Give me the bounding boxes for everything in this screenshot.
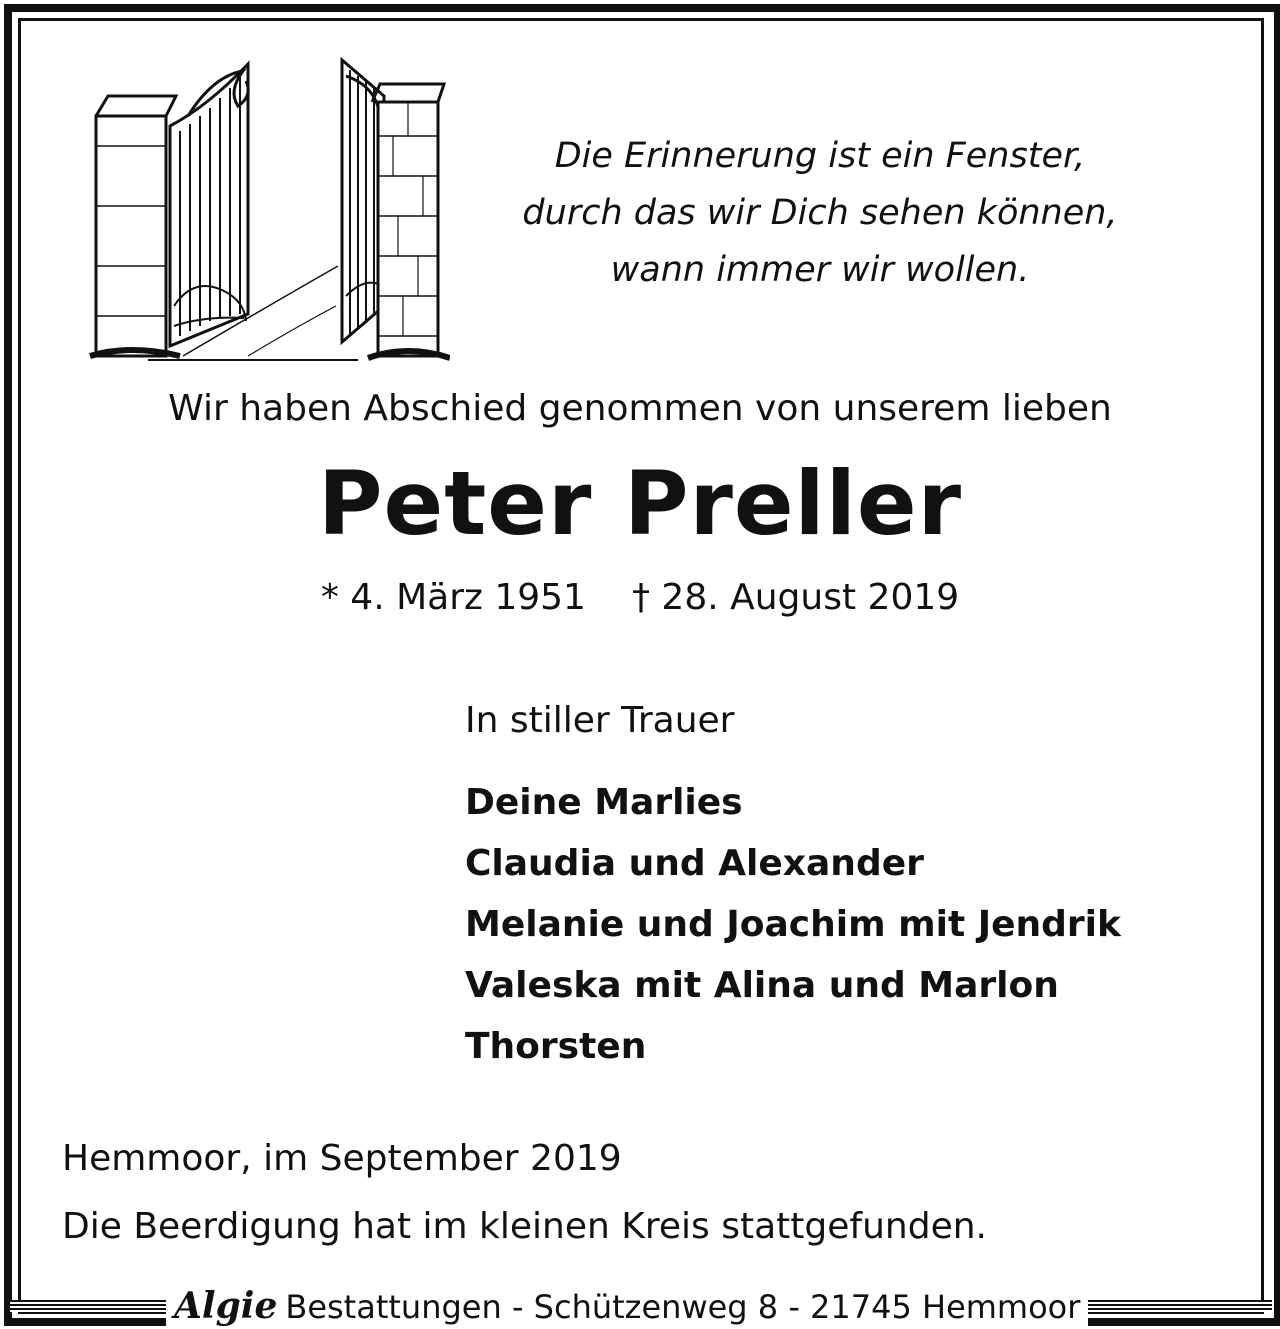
mourners-list <box>465 772 1121 1077</box>
footer-rule <box>1088 1300 1272 1312</box>
mourner-name: Thorsten <box>465 1026 647 1067</box>
birth-date: * 4. März 1951 <box>320 577 586 618</box>
mourner-name: Claudia und Alexander <box>465 843 924 884</box>
undertaker-address: Bestattungen - Schützenweg 8 - 21745 Hemmoor <box>285 1288 1081 1326</box>
deceased-name: Peter Preller <box>318 452 962 555</box>
mourning-label: In stiller Trauer <box>465 700 735 741</box>
quote-line: wann immer wir wollen. <box>610 250 1030 290</box>
memorial-quote <box>470 128 1170 299</box>
mourner-name: Melanie und Joachim mit Jendrik <box>465 904 1121 945</box>
death-date: † 28. August 2019 <box>631 577 960 618</box>
footer-text-block <box>166 1285 1088 1327</box>
quote-line: durch das wir Dich sehen können, <box>522 193 1118 233</box>
place-date: Hemmoor, im September 2019 <box>62 1138 622 1179</box>
life-dates <box>0 577 1280 618</box>
mourner-name: Deine Marlies <box>465 782 743 823</box>
undertaker-logo: Algie <box>174 1285 278 1327</box>
quote-line: Die Erinnerung ist ein Fenster, <box>554 136 1086 176</box>
footer-rule <box>10 1300 166 1312</box>
open-gate-icon <box>88 56 450 366</box>
funeral-note: Die Beerdigung hat im kleinen Kreis stattgefunden. <box>62 1206 987 1247</box>
undertaker-footer <box>10 1286 1272 1326</box>
intro-text: Wir haben Abschied genommen von unserem lieben <box>168 388 1112 429</box>
mourner-name: Valeska mit Alina und Marlon <box>465 965 1059 1006</box>
